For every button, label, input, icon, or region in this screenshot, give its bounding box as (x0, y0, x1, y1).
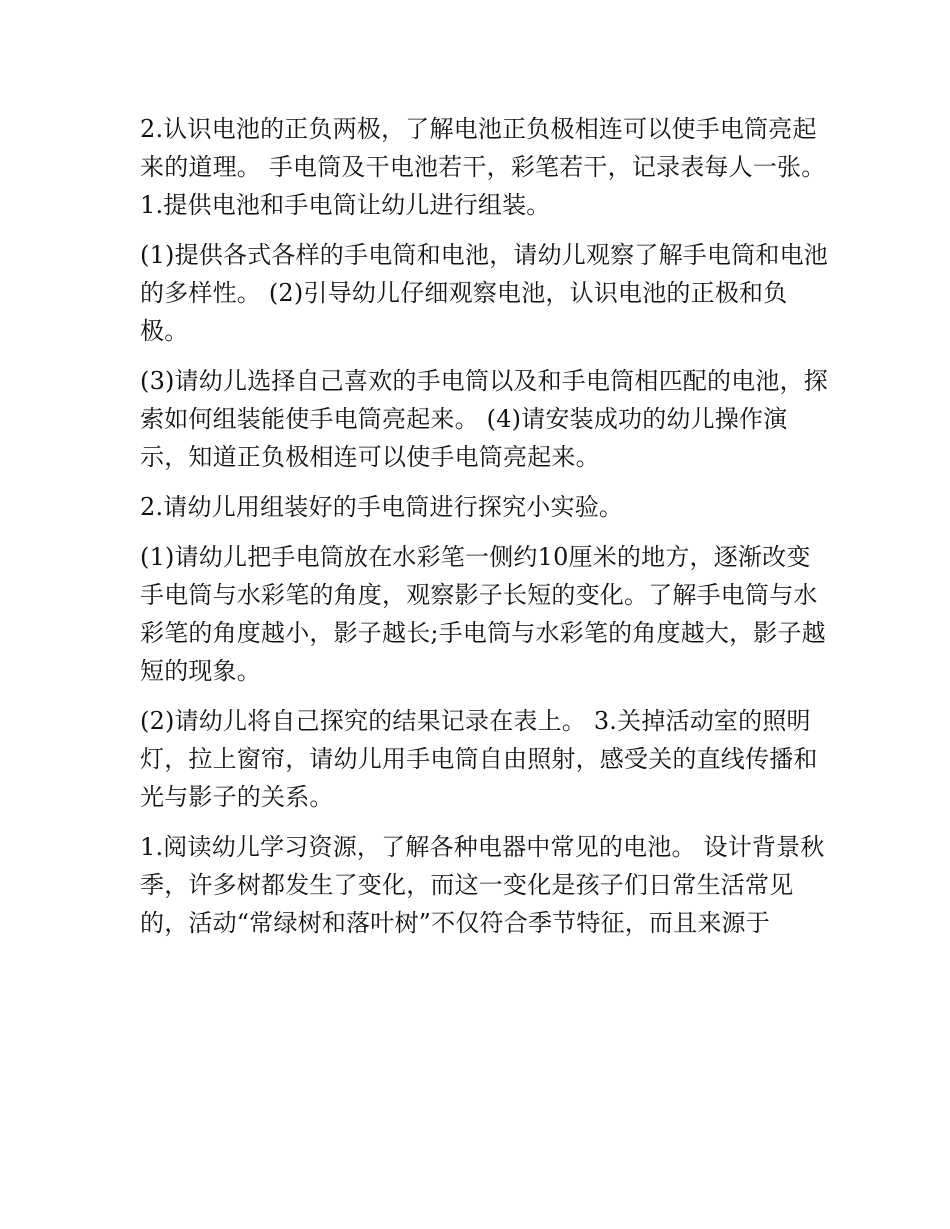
paragraph-6: (2)请幼儿将自己探究的结果记录在表上。 3.关掉活动室的照明灯，拉上窗帘，请幼儿用手电筒自由照射，感受关的直线传播和光与影子的关系。 (140, 707, 818, 811)
paragraph-3: (3)请幼儿选择自己喜欢的手电筒以及和手电筒相匹配的电池，探索如何组装能使手电筒亮起来。 (4)请安装成功的幼儿操作演示，知道正负极相连可以使手电筒亮起来。 (140, 367, 828, 471)
paragraph-7: 1.阅读幼儿学习资源，了解各种电器中常见的电池。 设计背景秋季，许多树都发生了变化，而这一变化是孩子们日常生活常见的，活动“常绿树和落叶树”不仅符合季节特征，而且来源于 (140, 833, 825, 937)
paragraph-2: (1)提供各式各样的手电筒和电池，请幼儿观察了解手电筒和电池的多样性。 (2)引导幼儿仔细观察电池，认识电池的正极和负极。 (140, 241, 828, 345)
paragraph-5: (1)请幼儿把手电筒放在水彩笔一侧约10厘米的地方，逐渐改变手电筒与水彩笔的角度，观察影子长短的变化。了解手电筒与水彩笔的角度越小，影子越长;手电筒与水彩笔的角度越大，影子越短的现象。 (140, 543, 826, 685)
paragraph-1: 2.认识电池的正负两极，了解电池正负极相连可以使手电筒亮起来的道理。 手电筒及干电池若干，彩笔若干，记录表每人一张。 1.提供电池和手电筒让幼儿进行组装。 (140, 115, 826, 219)
document-body (140, 110, 830, 954)
paragraph-4: 2.请幼儿用组装好的手电筒进行探究小实验。 (140, 493, 624, 521)
